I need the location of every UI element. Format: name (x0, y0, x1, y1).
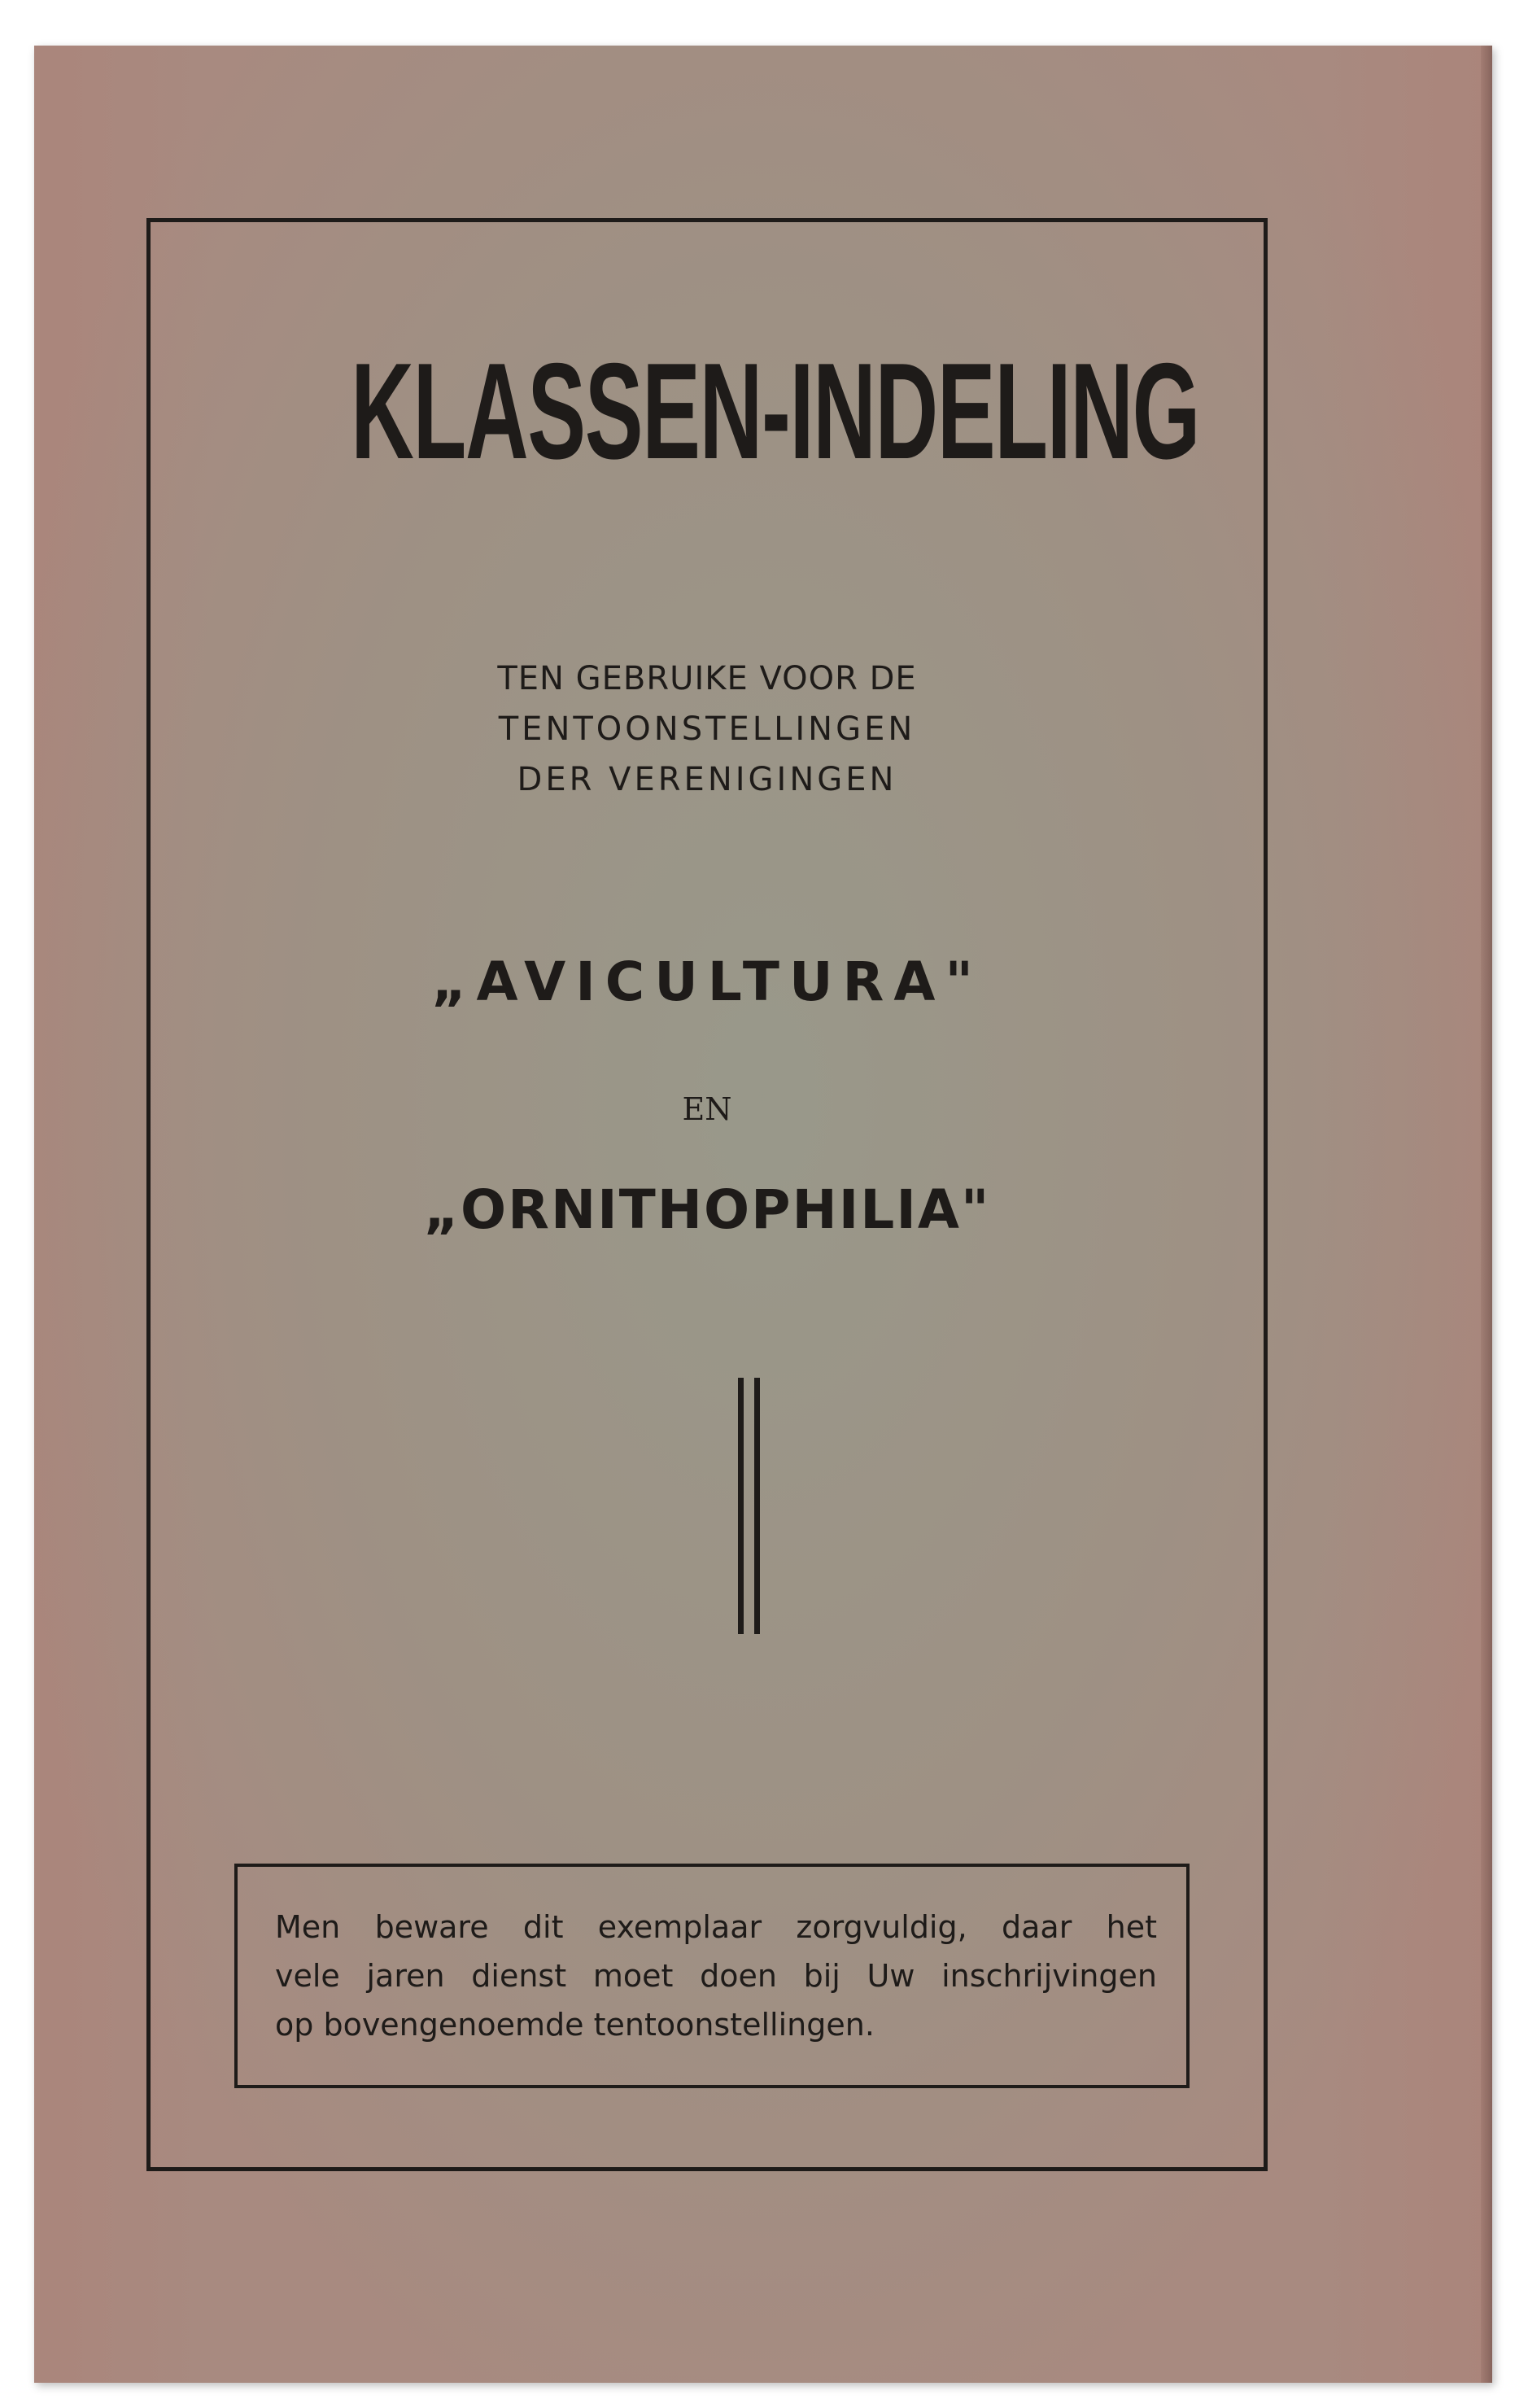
notice-text (275, 1903, 1157, 2049)
vertical-rule-left (738, 1378, 744, 1634)
booklet-cover (34, 46, 1492, 2383)
notice-line-1: Men beware dit exemplaar zorgvuldig, daar het (275, 1909, 1157, 1945)
organisation-avicultura: „AVICULTURA" (431, 951, 983, 1013)
cover-subtitle (151, 653, 1264, 805)
subtitle-line-1: TEN GEBRUIKE VOOR DE (497, 660, 917, 697)
vertical-rule-right (754, 1378, 760, 1634)
cover-edge (1481, 46, 1492, 2383)
organisation-ornithophilia: „ORNITHOPHILIA" (423, 1178, 991, 1241)
conjunction-en: EN (682, 1091, 732, 1127)
cover-border-frame (146, 218, 1268, 2171)
notice-line-3: op bovengenoemde tentoonstellingen. (275, 2007, 875, 2043)
cover-title: KLASSEN-INDELING (351, 334, 1200, 487)
subtitle-line-3: DER VERENIGINGEN (517, 761, 897, 798)
notice-line-2: vele jaren dienst moet doen bij Uw inschrijvingen (275, 1958, 1157, 1994)
notice-box (234, 1864, 1190, 2088)
subtitle-line-2: TENTOONSTELLINGEN (498, 710, 916, 748)
